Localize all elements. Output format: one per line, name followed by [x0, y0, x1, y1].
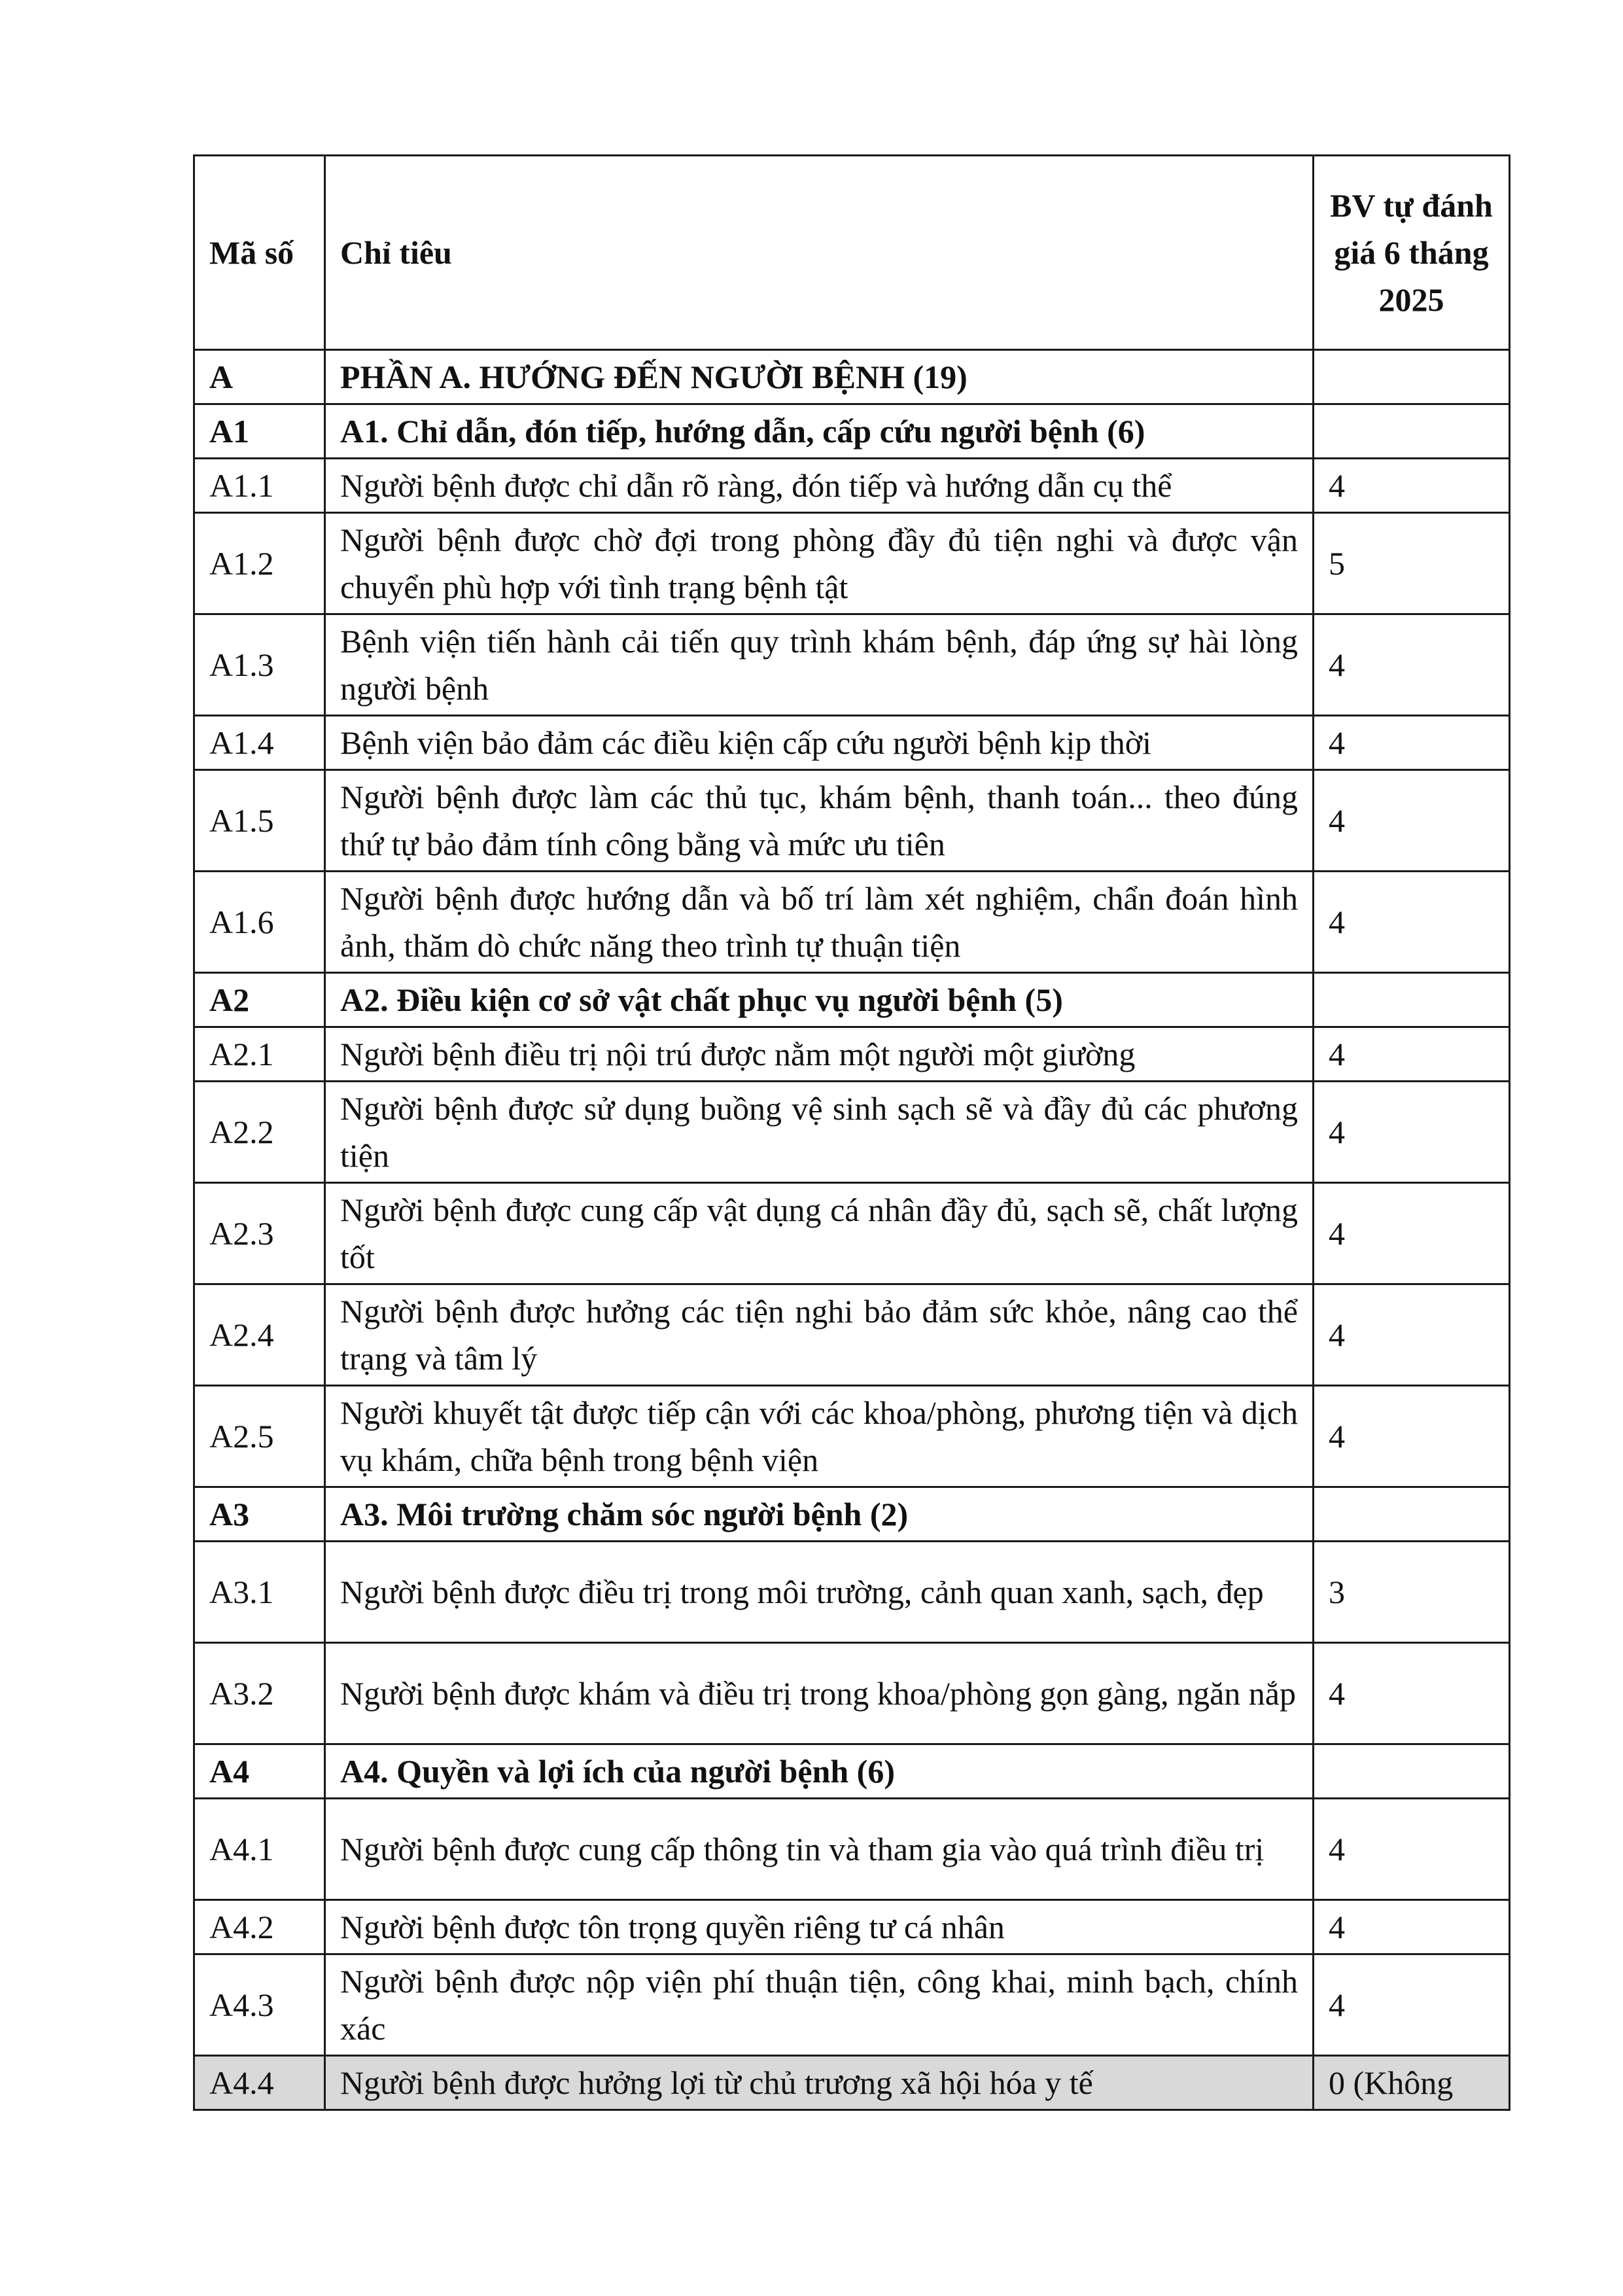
row-criterion: Bệnh viện bảo đảm các điều kiện cấp cứu người bệnh kịp thời [325, 716, 1314, 770]
row-score: 4 [1314, 1284, 1510, 1386]
row-criterion: Người bệnh được tôn trọng quyền riêng tư cá nhân [325, 1900, 1314, 1954]
table-row [194, 1386, 1510, 1487]
row-code: A3.1 [194, 1542, 325, 1643]
row-criterion: Người bệnh điều trị nội trú được nằm một người một giường [325, 1027, 1314, 1082]
row-criterion: A1. Chỉ dẫn, đón tiếp, hướng dẫn, cấp cứu người bệnh (6) [325, 404, 1314, 459]
row-score: 4 [1314, 1954, 1510, 2056]
row-criterion: Bệnh viện tiến hành cải tiến quy trình khám bệnh, đáp ứng sự hài lòng người bệnh [325, 614, 1314, 716]
row-code: A1 [194, 404, 325, 459]
row-score: 4 [1314, 716, 1510, 770]
table-row [194, 770, 1510, 872]
row-score: 4 [1314, 1082, 1510, 1183]
row-code: A3.2 [194, 1643, 325, 1744]
row-score: 4 [1314, 1799, 1510, 1900]
row-criterion: Người bệnh được chờ đợi trong phòng đầy đủ tiện nghi và được vận chuyển phù hợp với tình trạng bệnh tật [325, 513, 1314, 614]
row-criterion: Người khuyết tật được tiếp cận với các khoa/phòng, phương tiện và dịch vụ khám, chữa bệnh trong bệnh viện [325, 1386, 1314, 1487]
row-score [1314, 404, 1510, 459]
row-criterion: Người bệnh được sử dụng buồng vệ sinh sạch sẽ và đầy đủ các phương tiện [325, 1082, 1314, 1183]
row-score: 4 [1314, 1183, 1510, 1284]
header-criterion: Chỉ tiêu [325, 156, 1314, 350]
row-criterion: Người bệnh được nộp viện phí thuận tiện, công khai, minh bạch, chính xác [325, 1954, 1314, 2056]
group-row [194, 973, 1510, 1027]
table-row [194, 1027, 1510, 1082]
row-code: A2.1 [194, 1027, 325, 1082]
row-score: 4 [1314, 614, 1510, 716]
row-criterion: A2. Điều kiện cơ sở vật chất phục vụ người bệnh (5) [325, 973, 1314, 1027]
row-score [1314, 1744, 1510, 1799]
row-code: A [194, 350, 325, 404]
row-code: A3 [194, 1487, 325, 1542]
row-criterion: Người bệnh được làm các thủ tục, khám bệnh, thanh toán... theo đúng thứ tự bảo đảm tính công bằng và mức ưu tiên [325, 770, 1314, 872]
row-code: A1.1 [194, 459, 325, 513]
row-criterion: Người bệnh được khám và điều trị trong khoa/phòng gọn gàng, ngăn nắp [325, 1643, 1314, 1744]
header-score: BV tự đánh giá 6 tháng 2025 [1314, 156, 1510, 350]
table-header-row [194, 156, 1510, 350]
row-code: A4 [194, 1744, 325, 1799]
row-code: A2 [194, 973, 325, 1027]
table-row [194, 1900, 1510, 1954]
group-row [194, 1487, 1510, 1542]
table-row [194, 1284, 1510, 1386]
row-code: A4.4 [194, 2056, 325, 2110]
row-score: 4 [1314, 770, 1510, 872]
row-score: 4 [1314, 1900, 1510, 1954]
table-body [194, 350, 1510, 2110]
table-row [194, 614, 1510, 716]
row-score: 4 [1314, 1386, 1510, 1487]
row-code: A2.4 [194, 1284, 325, 1386]
group-row [194, 404, 1510, 459]
row-score [1314, 973, 1510, 1027]
row-code: A4.2 [194, 1900, 325, 1954]
header-code: Mã số [194, 156, 325, 350]
row-code: A2.3 [194, 1183, 325, 1284]
row-code: A2.5 [194, 1386, 325, 1487]
criteria-table [193, 154, 1510, 2111]
row-code: A1.3 [194, 614, 325, 716]
row-criterion: Người bệnh được cung cấp thông tin và tham gia vào quá trình điều trị [325, 1799, 1314, 1900]
table-row [194, 716, 1510, 770]
row-criterion: Người bệnh được cung cấp vật dụng cá nhân đầy đủ, sạch sẽ, chất lượng tốt [325, 1183, 1314, 1284]
row-criterion: Người bệnh được hưởng lợi từ chủ trương xã hội hóa y tế [325, 2056, 1314, 2110]
table-row [194, 1542, 1510, 1643]
row-criterion: PHẦN A. HƯỚNG ĐẾN NGƯỜI BỆNH (19) [325, 350, 1314, 404]
table-row [194, 513, 1510, 614]
row-criterion: Người bệnh được điều trị trong môi trường, cảnh quan xanh, sạch, đẹp [325, 1542, 1314, 1643]
row-score: 3 [1314, 1542, 1510, 1643]
row-score [1314, 350, 1510, 404]
row-code: A2.2 [194, 1082, 325, 1183]
group-row [194, 1744, 1510, 1799]
table-row [194, 459, 1510, 513]
row-code: A1.6 [194, 872, 325, 973]
row-code: A4.3 [194, 1954, 325, 2056]
table-row [194, 1799, 1510, 1900]
row-code: A1.4 [194, 716, 325, 770]
section-row [194, 350, 1510, 404]
table-row [194, 1082, 1510, 1183]
row-code: A1.5 [194, 770, 325, 872]
table-row [194, 1643, 1510, 1744]
row-score: 4 [1314, 1643, 1510, 1744]
row-criterion: Người bệnh được chỉ dẫn rõ ràng, đón tiếp và hướng dẫn cụ thể [325, 459, 1314, 513]
row-score: 4 [1314, 872, 1510, 973]
row-score: 0 (Không [1314, 2056, 1510, 2110]
row-criterion: A4. Quyền và lợi ích của người bệnh (6) [325, 1744, 1314, 1799]
row-score [1314, 1487, 1510, 1542]
row-score: 4 [1314, 1027, 1510, 1082]
table-row [194, 1183, 1510, 1284]
row-score: 5 [1314, 513, 1510, 614]
table-row [194, 872, 1510, 973]
table-row [194, 1954, 1510, 2056]
row-criterion: A3. Môi trường chăm sóc người bệnh (2) [325, 1487, 1314, 1542]
row-code: A4.1 [194, 1799, 325, 1900]
row-criterion: Người bệnh được hưởng các tiện nghi bảo đảm sức khỏe, nâng cao thể trạng và tâm lý [325, 1284, 1314, 1386]
row-code: A1.2 [194, 513, 325, 614]
row-score: 4 [1314, 459, 1510, 513]
table-row [194, 2056, 1510, 2110]
row-criterion: Người bệnh được hướng dẫn và bố trí làm xét nghiệm, chẩn đoán hình ảnh, thăm dò chức năng theo trình tự thuận tiện [325, 872, 1314, 973]
